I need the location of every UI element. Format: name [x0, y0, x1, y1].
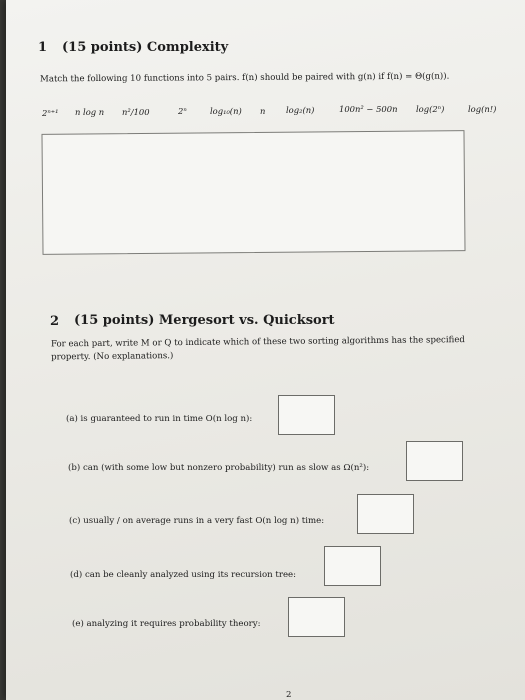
- function-item: log(2ⁿ): [416, 104, 445, 114]
- problem-2-number: 2: [50, 314, 60, 329]
- problem-1-title: (15 points) Complexity: [62, 40, 229, 55]
- part-a-answer-box[interactable]: [278, 395, 335, 435]
- part-e-label: (e) analyzing it requires probability theory:: [72, 619, 261, 629]
- function-item: log(n!): [468, 104, 497, 114]
- function-item: n log n: [75, 107, 105, 117]
- problem-2-instruction: [51, 334, 511, 365]
- part-c-label: (c) usually / on average runs in a very fast O(n log n) time:: [69, 516, 325, 526]
- function-item: n²/100: [122, 107, 150, 117]
- part-a-label: (a) is guaranteed to run in time O(n log n):: [66, 414, 253, 424]
- page-number: 2: [286, 690, 292, 700]
- function-item: 2ⁿ: [178, 106, 187, 116]
- problem-2-title: (15 points) Mergesort vs. Quicksort: [74, 313, 335, 328]
- exam-page: [6, 0, 525, 700]
- part-c-answer-box[interactable]: [357, 494, 414, 534]
- problem-1-number: 1: [38, 40, 48, 55]
- part-d-label: (d) can be cleanly analyzed using its recursion tree:: [70, 570, 297, 580]
- pairing-answer-box[interactable]: [41, 130, 465, 255]
- function-item: 100n² − 500n: [339, 104, 398, 114]
- function-item: log₁₀(n): [210, 106, 242, 116]
- part-b-label: (b) can (with some low but nonzero probability) run as slow as Ω(n²):: [68, 463, 370, 473]
- function-item: n: [260, 106, 266, 116]
- problem-2-instruction-line: property. (No explanations.): [51, 351, 174, 363]
- problem-1-instruction: Match the following 10 functions into 5 pairs. f(n) should be paired with g(n) if f(n) = Θ(g(n)).: [39, 71, 450, 85]
- part-b-answer-box[interactable]: [406, 441, 463, 481]
- function-item: log₂(n): [286, 105, 315, 115]
- part-e-answer-box[interactable]: [288, 597, 345, 637]
- problem-2-instruction-line: For each part, write M or Q to indicate which of these two sorting algorithms has the specified: [50, 335, 465, 350]
- part-d-answer-box[interactable]: [324, 546, 381, 586]
- function-item: 2ⁿ⁺¹: [42, 108, 59, 118]
